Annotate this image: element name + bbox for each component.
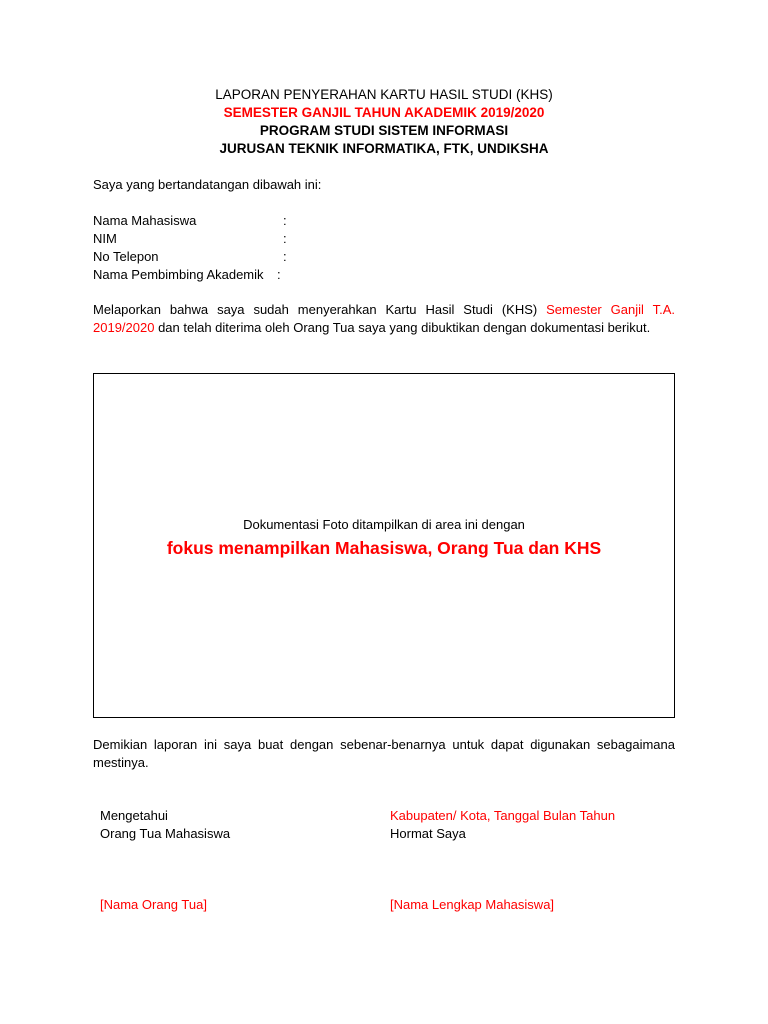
- signature-parent-block: [100, 807, 360, 843]
- signature-regards-label: Hormat Saya: [390, 826, 466, 841]
- field-label: NIM: [93, 231, 117, 246]
- parent-name-placeholder: [Nama Orang Tua]: [100, 897, 207, 912]
- signature-parent-label: Orang Tua Mahasiswa: [100, 826, 231, 841]
- report-paragraph: [93, 301, 675, 337]
- field-label: Nama Pembimbing Akademik: [93, 267, 264, 282]
- field-nama-mahasiswa: [93, 212, 493, 230]
- field-label: No Telepon: [93, 249, 159, 264]
- signature-student-block: [390, 807, 680, 843]
- header-department: JURUSAN TEKNIK INFORMATIKA, FTK, UNDIKSHA: [219, 141, 549, 156]
- field-colon: :: [283, 249, 287, 264]
- photo-caption: Dokumentasi Foto ditampilkan di area ini dengan: [243, 517, 525, 532]
- student-fields: [93, 212, 493, 284]
- signature-place-date: Kabupaten/ Kota, Tanggal Bulan Tahun: [390, 808, 616, 823]
- report-text-part2: dan telah diterima oleh Orang Tua saya yang dibuktikan dengan dokumentasi berikut.: [154, 320, 651, 335]
- closing-paragraph: Demikian laporan ini saya buat dengan sebenar-benarnya untuk dapat digunakan sebagaimana mestinya.: [93, 737, 675, 770]
- header-program: PROGRAM STUDI SISTEM INFORMASI: [259, 123, 509, 138]
- field-colon: :: [283, 231, 287, 246]
- report-semester-highlight: Semester Ganjil T.A. 2019/2020: [93, 302, 675, 335]
- field-colon: :: [277, 267, 281, 282]
- header-semester: SEMESTER GANJIL TAHUN AKADEMIK 2019/2020: [223, 105, 545, 120]
- photo-focus-note: fokus menampilkan Mahasiswa, Orang Tua dan KHS: [166, 538, 602, 558]
- field-nim: [93, 230, 493, 248]
- field-pembimbing-akademik: [93, 266, 493, 284]
- intro-text: Saya yang bertandatangan dibawah ini:: [93, 177, 322, 192]
- signature-acknowledge-label: Mengetahui: [100, 808, 168, 823]
- field-colon: :: [283, 213, 287, 228]
- report-text-part1: Melaporkan bahwa saya sudah menyerahkan Kartu Hasil Studi (KHS): [93, 302, 547, 317]
- field-no-telepon: [93, 248, 493, 266]
- field-label: Nama Mahasiswa: [93, 213, 197, 228]
- document-header: [93, 86, 675, 158]
- header-title: LAPORAN PENYERAHAN KARTU HASIL STUDI (KHS): [215, 87, 553, 102]
- student-name-placeholder: [Nama Lengkap Mahasiswa]: [390, 897, 555, 912]
- photo-documentation-area: [93, 373, 675, 718]
